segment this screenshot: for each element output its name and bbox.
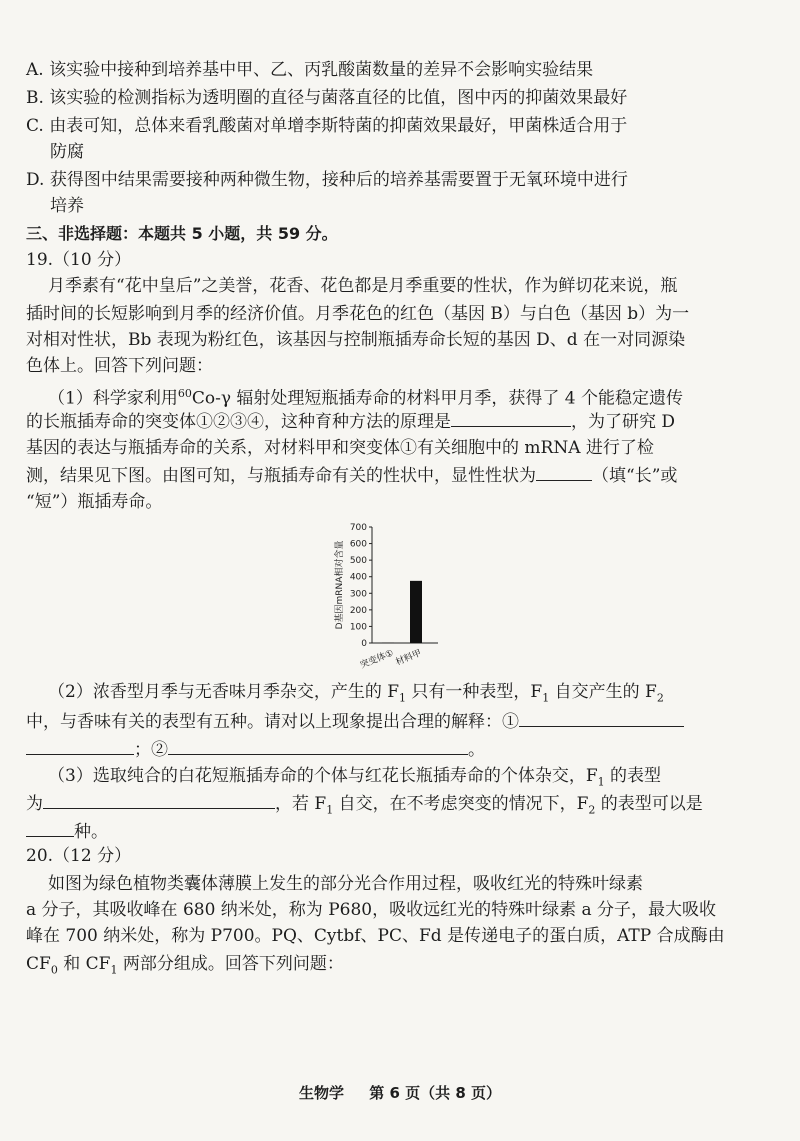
answer-blank-5[interactable] [168,736,468,755]
chart-y-tick-label: 600 [349,539,367,550]
q20-para-line4: $CF_0$ 和 $CF_1$ 两部分组成。回答下列问题： [26,954,344,977]
chart-y-tick-label: 200 [349,605,367,616]
q20-para-line3: 峰在 700 纳米处，称为 P700。PQ、Cytbf、PC、Fd 是传递电子的蛋白质，ATP 合成酶由 [26,926,725,946]
q19-sub3-line2: 为 ，若 $F_1$ 自交，在不考虑突变的情况下，$F_2$ 的表型可以是 [26,790,703,822]
option-c-line1: C. 由表可知，总体来看乳酸菌对单增李斯特菌的抑菌效果最好，甲菌株适合用于 [26,116,628,136]
q19-sub2-line1: （2）浓香型月季与无香味月季杂交，产生的 $F_1$ 只有一种表型，$F_1$ 自交产生的 $F_2$ [48,682,664,705]
answer-blank-6[interactable] [43,790,275,809]
chart-x-tick-label: 材料甲 [394,648,424,668]
answer-blank-3[interactable] [519,708,684,727]
chart-y-tick-label: 300 [349,589,367,600]
chart-y-tick-label: 100 [349,622,367,633]
answer-blank-1[interactable] [451,408,571,427]
q19-sub1-line4: 测，结果见下图。由图可知，与瓶插寿命有关的性状中，显性性状为 （填“长”或 [26,462,677,488]
option-d-line2: 培养 [50,196,84,216]
chart-y-tick-label: 400 [349,572,367,583]
q19-para-line1: 月季素有“花中皇后”之美誉，花香、花色都是月季重要的性状，作为鲜切花来说，瓶 [48,276,678,296]
q19-sub1-line5: “短”）瓶插寿命。 [26,492,163,512]
chart-y-tick-label: 700 [349,523,367,533]
q19-sub3-line3: 种。 [26,818,108,844]
option-b: B. 该实验的检测指标为透明圈的直径与菌落直径的比值，图中丙的抑菌效果最好 [26,88,628,108]
q19-header: 19.（10 分） [26,250,132,270]
answer-blank-2[interactable] [536,462,592,481]
chart-y-tick-label: 0 [361,639,367,649]
q19-sub2-line2: 中，与香味有关的表型有五种。请对以上现象提出合理的解释：① [26,708,684,734]
page-footer [0,1082,800,1103]
answer-blank-4[interactable] [26,736,134,755]
q19-sub2-line3: ；② 。 [26,736,485,762]
q19-sub1-line2: 的长瓶插寿命的突变体①②③④，这种育种方法的原理是 ，为了研究 D [26,408,675,434]
q20-header: 20.（12 分） [26,846,132,866]
page-number: 第 6 页（共 8 页） [369,1084,501,1102]
answer-blank-7[interactable] [26,818,74,837]
chart-y-tick-label: 500 [349,556,367,567]
q19-para-line4: 色体上。回答下列问题： [26,356,213,376]
q20-para-line1: 如图为绿色植物类囊体薄膜上发生的部分光合作用过程，吸收红光的特殊叶绿素 [48,874,643,894]
chart-y-axis-label: D基因mRNA相对含量 [335,540,345,630]
chart-x-tick-label: 突变体① [358,648,396,671]
q20-para-line2: a 分子，其吸收峰在 680 纳米处，称为 P680，吸收远红光的特殊叶绿素 a 分子，最大吸收 [26,900,717,920]
mrna-bar-chart [330,515,480,680]
q19-sub1-line3: 基因的表达与瓶插寿命的关系，对材料甲和突变体①有关细胞中的 mRNA 进行了检 [26,438,654,458]
section-heading: 三、非选择题：本题共 5 小题，共 59 分。 [26,224,338,243]
option-a: A. 该实验中接种到培养基中甲、乙、丙乳酸菌数量的差异不会影响实验结果 [26,60,594,80]
subject-label: 生物学 [298,1084,344,1102]
q19-para-line2: 插时间的长短影响到月季的经济价值。月季花色的红色（基因 B）与白色（基因 b）为一 [26,304,690,324]
chart-bar [410,581,422,643]
option-d-line1: D. 获得图中结果需要接种两种微生物，接种后的培养基需要置于无氧环境中进行 [26,170,628,190]
q19-para-line3: 对相对性状，Bb 表现为粉红色，该基因与控制瓶插寿命长短的基因 D、d 在一对同源染 [26,330,686,350]
q19-sub1-line1: （1）科学家利用$^{60}$Co-γ 辐射处理短瓶插寿命的材料甲月季，获得了 4 个能稳定遗传 [48,387,684,409]
q19-sub3-line1: （3）选取纯合的白花短瓶插寿命的个体与红花长瓶插寿命的个体杂交，$F_1$ 的表型 [48,766,662,789]
option-c-line2: 防腐 [50,142,84,162]
